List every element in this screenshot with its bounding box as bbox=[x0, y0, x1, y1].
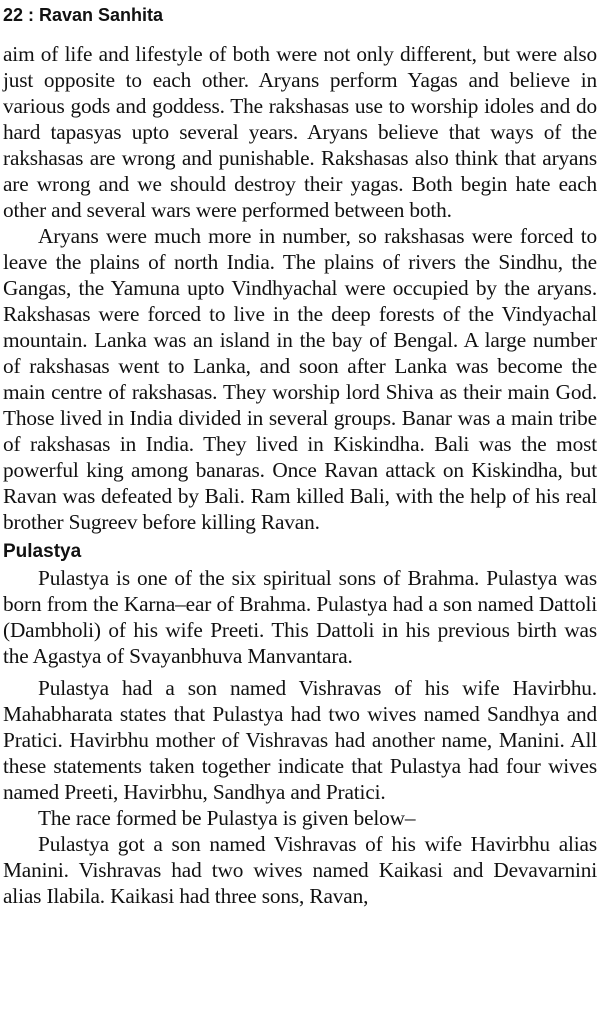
section-heading-pulastya: Pulastya bbox=[3, 541, 82, 562]
paragraph-pulastya-origin: Pulastya is one of the six spiritual sons of Brahma. Pulastya was born from the Karna–ear of Brahma. Pulastya had a son named Dattoli (Dambholi) of his wife Preeti. This Dattoli in his previous birth was the Agastya of Svayanbhuva Manvantara. bbox=[3, 566, 597, 668]
paragraph-pulastya-wives: Pulastya had a son named Vishravas of his wife Havirbhu. Mahabharata states that Pulastya had two wives named Sandhya and Pratici. Havirbhu mother of Vishravas had another name, Manini. All these statements taken together indicate that Pulastya had four wives named Preeti, Havirbhu, Sandhya and Pratici. bbox=[3, 676, 597, 804]
page-header: 22 : Ravan Sanhita bbox=[3, 5, 164, 25]
paragraph-aryans-and-rakshasas: Aryans were much more in number, so rakshasas were forced to leave the plains of north India. The plains of rivers the Sindhu, the Gangas, the Yamuna upto Vindhyachal were occupied by the aryans. Rakshasas were forced to live in the deep forests of the Vindyachal mountain. Lanka was an island in the bay of Bengal. A large number of rakshasas went to Lanka, and soon after Lanka was become the main centre of rakshasas. They worship lord Shiva as their main God. Those lived in India divided in several groups. Banar was a main tribe of rakshasas in India. They lived in Kiskindha. Bali was the most powerful king among banaras. Once Ravan attack on Kiskindha, but Ravan was defeated by Bali. Ram killed Bali, with the help of his real brother Sugreev before killing Ravan. bbox=[3, 224, 597, 534]
paragraph-race-intro: The race formed be Pulastya is given below– bbox=[38, 806, 416, 830]
paragraph-aims-of-life: aim of life and lifestyle of both were not only different, but were also just opposite to each other. Aryans perform Yagas and believe in various gods and goddess. The rakshasas use to worship idoles and do hard tapasyas upto several years. Aryans believe that ways of the rakshasas are wrong and punishable. Rakshasas also think that aryans are wrong and we should destroy their yagas. Both begin hate each other and several wars were performed between both. bbox=[3, 42, 597, 222]
paragraph-vishravas: Pulastya got a son named Vishravas of his wife Havirbhu alias Manini. Vishravas had two wives named Kaikasi and Devavarnini alias Ilabila. Kaikasi had three sons, Ravan, bbox=[3, 832, 597, 908]
document-page bbox=[3, 2, 597, 909]
